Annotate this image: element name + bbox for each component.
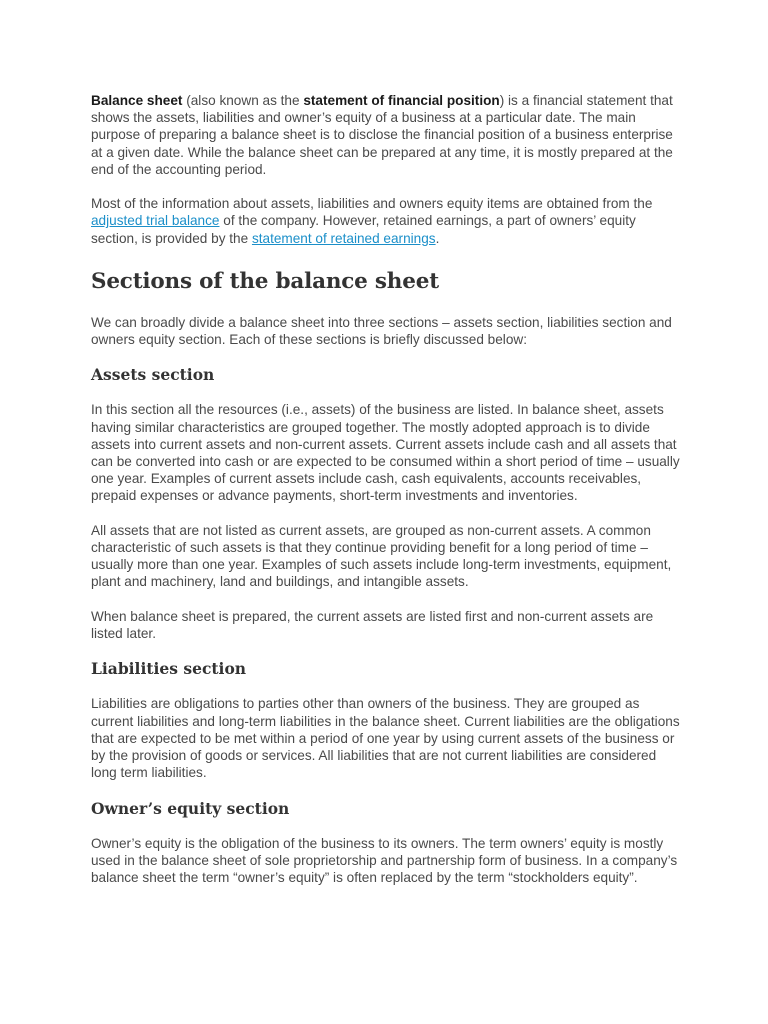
assets-paragraph-3: When balance sheet is prepared, the current assets are listed first and non-current assets are listed later.: [91, 608, 654, 642]
owners-equity-paragraph-1: Owner’s equity is the obligation of the business to its owners. The term owners’ equity is mostly used in the balance sheet of sole proprietorship and partnership form of business. In a company’s balance sheet the term “owner’s equity” is often replaced by the term “stockholders equity”.: [91, 835, 678, 886]
assets-paragraph-1: In this section all the resources (i.e., assets) of the business are listed. In balance sheet, assets having similar characteristics are grouped together. The mostly adopted approach is to divide assets into current assets and non-current assets. Current assets include cash and all assets that can be converted into cash or are expected to be consumed within a short period of time – usually one year. Examples of current assets include cash, cash equivalents, accounts receivables, prepaid expenses or advance payments, short-term investments and inventories.: [91, 402, 680, 504]
document-page: [91, 92, 683, 903]
intro-p1-text-1: (also known as the: [182, 93, 304, 108]
intro-paragraph-1: [91, 92, 683, 178]
adjusted-trial-balance-link[interactable]: adjusted trial balance: [91, 213, 220, 229]
statement-of-retained-earnings-link[interactable]: statement of retained earnings: [251, 230, 436, 246]
intro-paragraph-2: [91, 195, 683, 247]
intro-p2-text-1: Most of the information about assets, liabilities and owners equity items are obtained from the: [91, 196, 653, 212]
intro-p2-text-3: .: [435, 230, 440, 246]
intro-p2-text-2: of the company. However, retained earnings, a part of owners’ equity section, is provided by the: [91, 213, 636, 246]
sections-heading: Sections of the balance sheet: [91, 268, 439, 294]
sections-intro-paragraph: We can broadly divide a balance sheet into three sections – assets section, liabilities section and owners equity section. Each of these sections is briefly discussed below:: [91, 314, 672, 348]
term-balance-sheet: Balance sheet: [91, 93, 183, 108]
liabilities-section-heading: Liabilities section: [91, 659, 247, 679]
intro-p1-text-2: ) is a financial statement that shows the assets, liabilities and owner’s equity of a business at a particular date. The main purpose of preparing a balance sheet is to disclose the financial position of a business enterprise at a given date. While the balance sheet can be prepared at any time, it is mostly prepared at the end of the accounting period.: [91, 93, 673, 177]
assets-section-heading: Assets section: [91, 365, 215, 385]
liabilities-paragraph-1: Liabilities are obligations to parties other than owners of the business. They are grouped as current liabilities and long-term liabilities in the balance sheet. Current liabilities are the obligations that are expected to be met within a period of one year by using current assets of the business or by the provision of goods or services. All liabilities that are not current liabilities are considered long term liabilities.: [91, 696, 680, 781]
assets-paragraph-2: All assets that are not listed as current assets, are grouped as non-current assets. A common characteristic of such assets is that they continue providing benefit for a long period of time – usually more than one year. Examples of such assets include long-term investments, equipment, plant and machinery, land and buildings, and intangible assets.: [91, 522, 672, 590]
term-statement-of-financial-position: statement of financial position: [303, 93, 500, 108]
owners-equity-section-heading: Owner’s equity section: [91, 798, 290, 818]
